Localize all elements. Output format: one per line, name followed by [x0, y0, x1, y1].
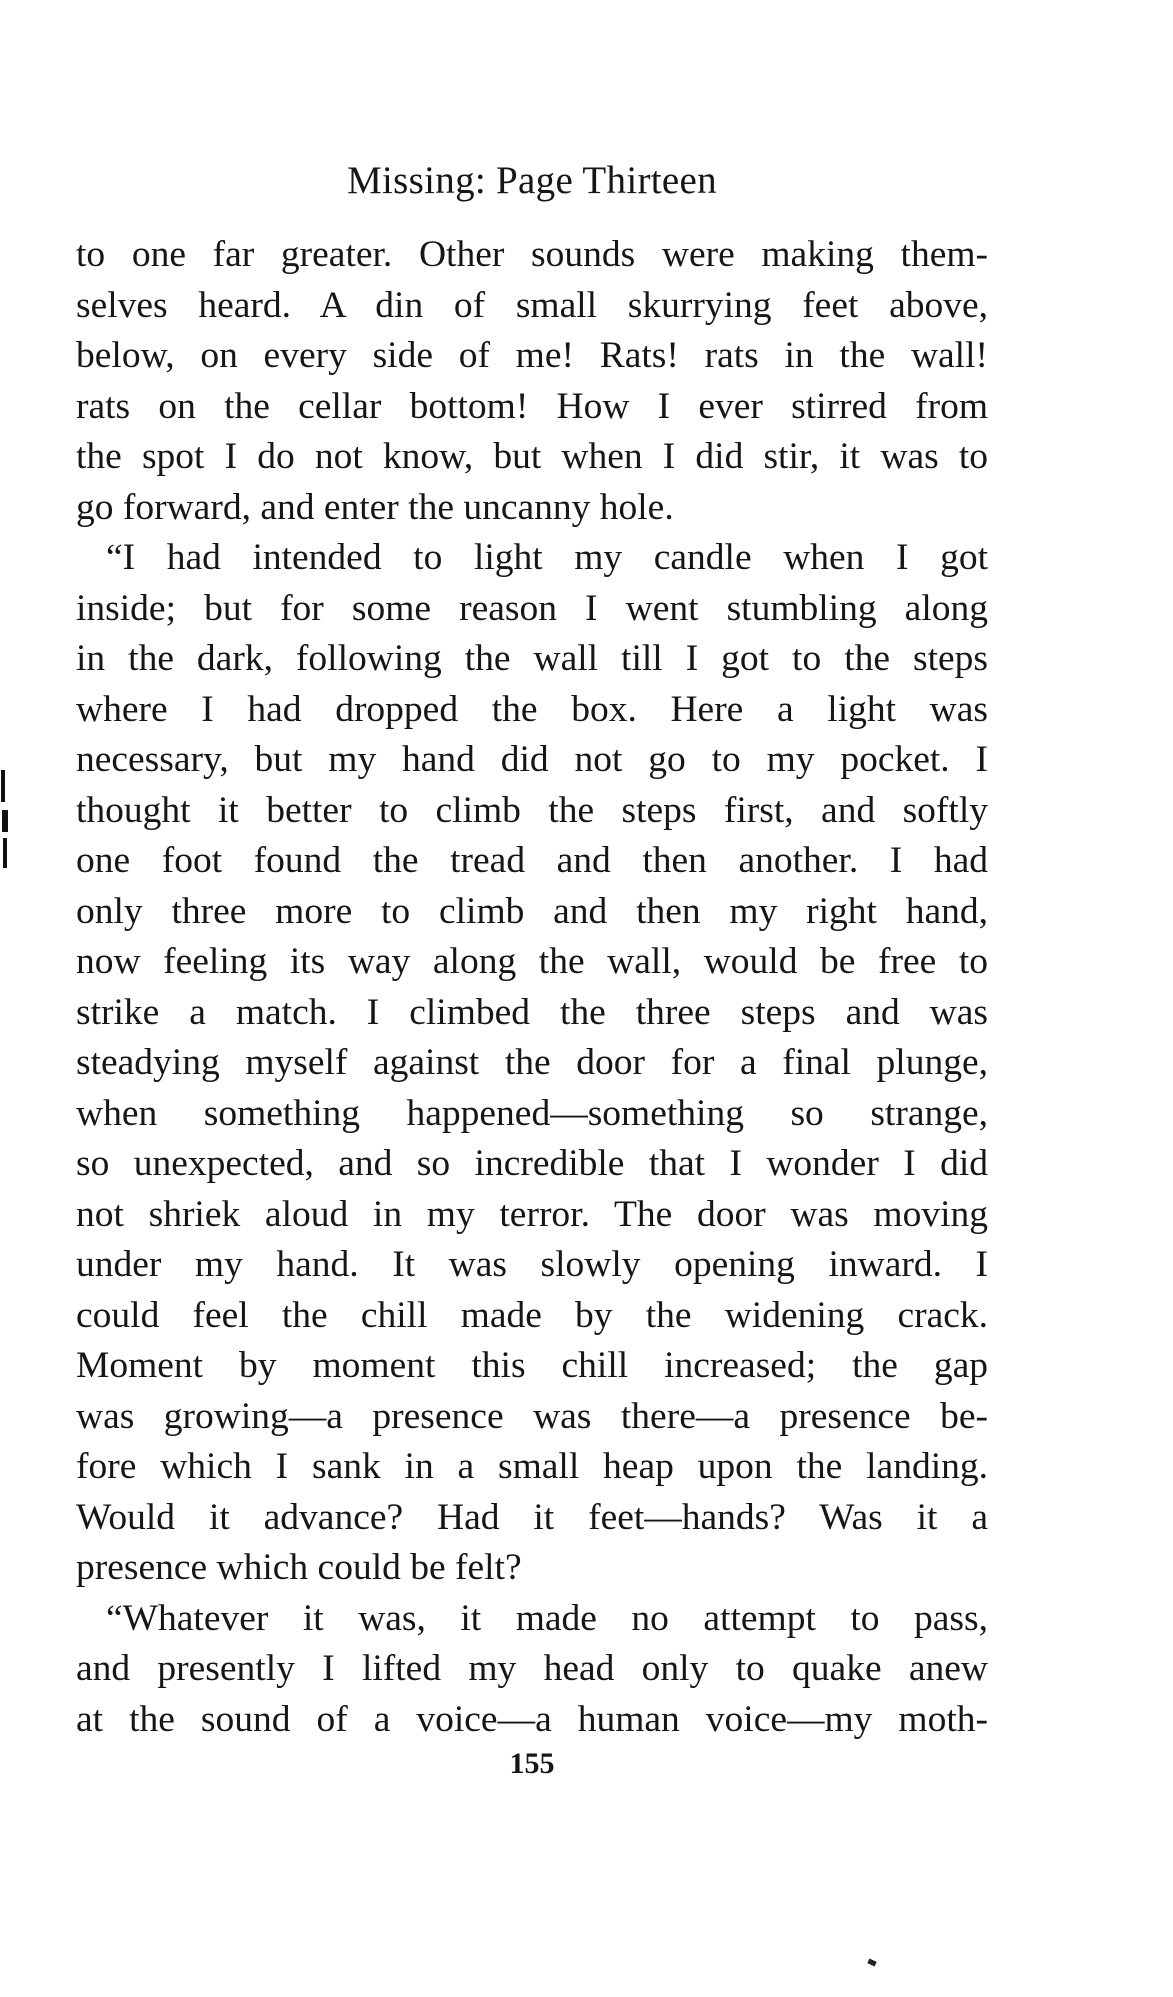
text-line: was growing—a presence was there—a presence be- [76, 1395, 988, 1437]
text-line: “I had intended to light my candle when I got [106, 537, 988, 578]
text-line: “Whatever it was, it made no attempt to pass, [106, 1597, 988, 1639]
text-line: at the sound of a voice—a human voice—my moth- [76, 1698, 988, 1740]
scan-speck [867, 1959, 876, 1967]
text-line: only three more to climb and then my right hand, [76, 890, 988, 932]
text-line: Moment by moment this chill increased; the gap [76, 1345, 988, 1386]
text-line: under my hand. It was slowly opening inward. I [76, 1244, 988, 1285]
text-line: presence which could be felt? [76, 1547, 522, 1588]
text-line: Would it advance? Had it feet—hands? Was it a [76, 1496, 988, 1538]
text-line: steadying myself against the door for a final plunge, [76, 1042, 988, 1083]
text-line: the spot I do not know, but when I did stir, it was to [76, 436, 988, 477]
paragraph-3 [76, 1594, 988, 1746]
text-line: in the dark, following the wall till I got to the steps [76, 638, 988, 679]
body-text [76, 230, 988, 1745]
paragraph-1 [76, 230, 988, 533]
text-line: go forward, and enter the uncanny hole. [76, 486, 674, 528]
paragraph-2 [76, 533, 988, 1594]
text-line: rats on the cellar bottom! How I ever stirred from [76, 385, 988, 427]
text-line: thought it better to climb the steps first, and softly [76, 789, 988, 831]
text-line: when something happened—something so strange, [76, 1092, 988, 1134]
text-line: so unexpected, and so incredible that I wonder I did [76, 1143, 988, 1184]
text-line: one foot found the tread and then another. I had [76, 840, 988, 881]
text-line: to one far greater. Other sounds were making them- [76, 234, 988, 275]
gutter-scan-mark [0, 770, 10, 880]
text-line: now feeling its way along the wall, would be free to [76, 941, 988, 982]
text-line: where I had dropped the box. Here a light was [76, 688, 988, 730]
text-line: not shriek aloud in my terror. The door was moving [76, 1193, 988, 1235]
text-line: and presently I lifted my head only to quake anew [76, 1648, 988, 1689]
text-line: selves heard. A din of small skurrying feet above, [76, 284, 988, 326]
text-line: inside; but for some reason I went stumbling along [76, 587, 988, 629]
text-line: strike a match. I climbed the three steps and was [76, 991, 988, 1033]
text-line: necessary, but my hand did not go to my pocket. I [76, 739, 988, 780]
running-head: Missing: Page Thirteen [347, 159, 717, 202]
text-line: could feel the chill made by the widening crack. [76, 1294, 988, 1336]
text-line: below, on every side of me! Rats! rats in the wall! [76, 335, 988, 376]
text-line: fore which I sank in a small heap upon the landing. [76, 1446, 988, 1487]
page-number: 155 [509, 1747, 555, 1780]
